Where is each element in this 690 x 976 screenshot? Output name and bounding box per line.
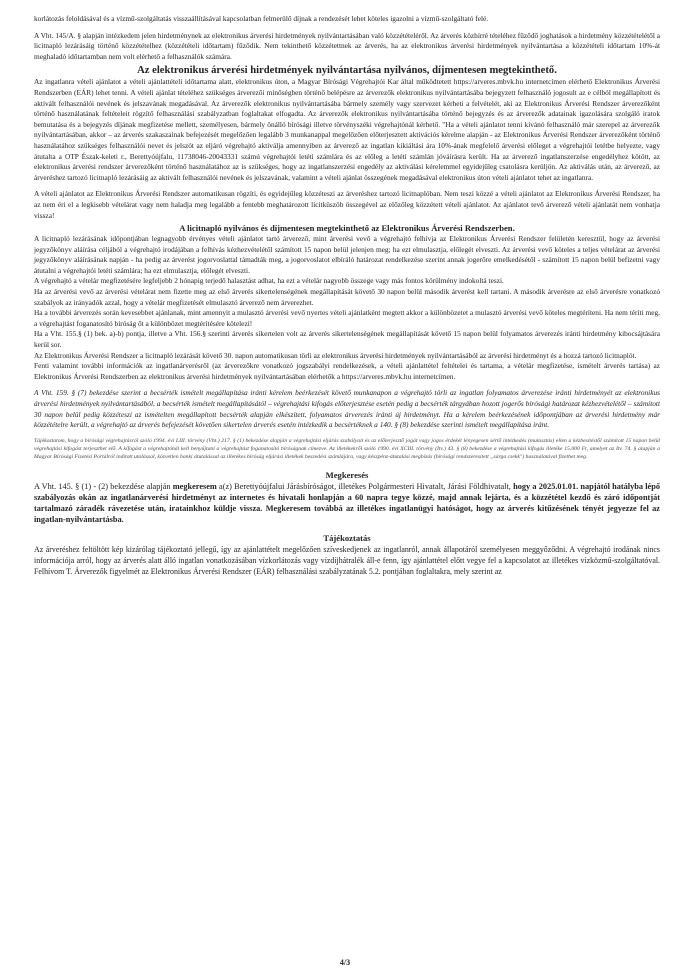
heading-bid-log-public: A licitnapló nyilvános és díjmentesen megtekinthető az Elektronikus Árverési Rendszerben. — [179, 223, 515, 234]
paragraph-second-auction: Ha az árverési vevő az árverési vételárat nem fizette meg az első árverés sikertelenségének megállapítását követő 30 napon belül második árverést kell tartani. A második árverésre az első árverésre vonatkozó szabályok az irányadók azzal, hogy a vételár megfizetését elmulasztó árverező nem árverezhet. — [34, 287, 660, 307]
paragraph-further-info: Fenti valamint további információk az ingatlanárverésről (az árverezőkre vonatkozó jogszabályi rendelkezések, a vételi ajánlattétel feltételei és tartama, a vételár megfizetése, ismételt árverés tartása) az Elektronikus Árverési Rendszerben az elektronikus árverési hirdetmények nyilvántartásában elérhetők a https://arveres.mbvk.hu internetcímen. — [34, 361, 660, 381]
request-text-start: A Vht. 145. § (1) - (2) bekezdése alapján — [34, 481, 173, 491]
page-number: 4/3 — [339, 958, 351, 967]
paragraph-bid-recording: A vételi ajánlatot az Elektronikus Árverési Rendszer automatikusan rögzíti, és egyidejűleg közzéteszi az árveréshez tartozó licitnaplóban. Nem teszi közzé a vételi ajánlatot az Elektronikus Árverési Rendszer, ha az nem éri el a legkisebb vételárat vagy nem haladja meg legalább a fentebb meghatározott licitküszöb összegével az előzőleg közzétett vételi ajánlatot. Az ajánlatot tevő árverező vételi ajánlatát nem vonhatja vissza! — [34, 189, 660, 220]
paragraph-information: Az árveréshez feltöltött kép kizárólag tájékoztató jellegű, így az ajánlattételt megelőzően szíveskedjenek az ingatlanról, annak állapotáról személyesen meggyőződni. A végrehajtó irodának nincs információja arról, hogy az árverés alatt álló ingatlan vonatkozásában vízkorlátozás vagy vízdíjhátralék áll-e fenn, így ajánlattétel előtt vegye fel a kapcsolatot az illetékes vízközmű-szolgáltatóval. Felhívom T. Árverezők figyelmét az Elektronikus Árverési Rendszer (EÁR) felhasználási szabályzatának 5.2. pontjában foglaltakra, mely szerint az — [34, 545, 660, 577]
heading-information: Tájékoztatás — [323, 533, 371, 544]
paragraph-revaluation: A Vht. 159. § (7) bekezdése szerint a becsérték ismételt megállapítása iránti kérelem beérkezését követő munkanapon a végrehajtó törli az ingatlan folyamatos árverezése iránti hirdetményét az elektronikus árverési hirdetmények nyilvántartásából, a becsérték ismételt megállapításától – végrehajtási kifogás előterjesztése esetén pedig a becsérték tárgyában hozott jogerős bírósági határozat kézhezvételétől – számított 30 napon belül pedig közzéteszi az ismételten megállapított becsérték alapján elkészített, folyamatos árverezés iránti új hirdetményt. Ha a kérelem beérkezésének időpontjában az árverési hirdetmény már közzétételre került, a végrehajtó az árverés befejezését követően sikertelen árverés esetén intézkedik a becsértéknek a 140. § (8) bekezdése szerinti ismételt megállapítása iránt. — [34, 388, 660, 430]
document-page — [34, 14, 660, 577]
paragraph-bidding-rules: Az ingatlanra vételi ajánlatot a vételi ajánlattételi időtartama alatt, elektronikus úton, a Magyar Bírósági Végrehajtói Kar által működtetett https://arveres.mbvk.hu internetcímen elérhető Elektronikus Árverési Rendszerben (EÁR) lehet tenni. A vételi ajánlat tételéhez szükséges árverezői minőségben történő belépésre az árverezők elektronikus nyilvántartásába bejegyzett felhasználó jogosult az e célból megállapított és aktivált felhasználói nevének és jelszavának megadásával. Az árverezők elektronikus nyilvántartásába bármely személy vagy szervezet kérheti a felvételét, aki az Elektronikus Árverési Rendszer árverezőként történő használatának feltételeit rögzítő felhasználási szabályzatban foglaltakat elfogadta. Az árverezők elektronikus nyilvántartásába történő bejegyzés és az árverezők adatainak igazolására szolgáló iratok bemutatása és a bejegyzés díjának megfizetése mellett, személyesen, bármely önálló bírósági illetve törvényszéki végrehajtónál kérhető. "Ha a vételi ajánlatot tenni kívánó felhasználó már szerepel az árverezők nyilvántartásában, akkor – az árverés szakaszainak befejezését megelőzően legalább 3 munkanappal megelőzően előterjesztett aktivációs kérelme alapján - az Elektronikus Árverési Rendszer árverezőként történő használatához szükséges felhasználói nevet és jelszót az eljáró végrehajtó aktiválja amennyiben az árverező az ingatlan kikiáltási ára 10%-ának megfelelő árverési előleget a végrehajtói letétbe helyezte, vagy átutalta a OTP Észak-keleti r., Berettyóújfalu, 11738046-20043331 számú végrehajtói letéti számlára és az előleg a letéti számlán jóváírásra került. Ha az árverező ingatlanszerzése engedélyhez kötött, az elektronikus árverési rendszer árverezőként történő használatához az is szükséges, hogy az ingatlanszerzési engedély az aktiválási kérelemmel egyidejűleg csatolásra kerüljön. Az aktiválás után, az árverező, az árveréshez tartozó licitnapló lezárásáig az aktivált felhasználói nevének és jelszavának, valamint a vételi ajánlat összegének megadásával elektronikus úton vételi ajánlatot tehet az ingatlanra. — [34, 77, 660, 182]
paragraph-request — [34, 481, 660, 526]
paragraph-difference-liability: Ha a további árverezés során kevesebbet ajánlanak, mint amennyit a mulasztó árverési vevő nyertes vételi ajánlatként megtett akkor a különbözetet a mulasztó árverési vevő köteles megtéríteni. Ha nem téríti meg, a végrehajtást foganatosító bíróság őt a különbözet megtérítésére kötelezi! — [34, 308, 660, 328]
request-text-bold-2: hogy a 2025.01.01. napjától hatályba lépő szabályozás okán az ingatlanárverési hirdetményt az internetes és hivatali honlapján a 60 napra tegye közzé, majd annak lejárta, és a közzététel kezdő és záró időpontját tartalmazó záradék rávezetése után, iratainkhoz küldje vissza. Megkeresem továbbá az illetékes ingatlanügyi hatóságot, hogy az árverés kitűzésének tényét jegyezze fel az ingatlan-nyilvántartásba. — [34, 481, 660, 525]
paragraph-water-restriction: korlátozás feloldásával és a vízmű-szolgáltatás visszaállításával kapcsolatban felmerülő díjnak a rendezését lehet köteles igazolni a vízmű-szolgáltató felé. — [34, 14, 489, 23]
paragraph-continuous-auction: Ha a Vht. 155.§ (1) bek. a)-b) pontja, illetve a Vht. 156.§ szerinti árverés sikertelen volt az árverés sikertelenségének megállapítását követő 15 napon belül folyamatos árverezés iránti hirdetmény kibocsájtására kerül sor. — [34, 329, 660, 350]
paragraph-auction-buyer: A licitnapló lezárásának időpontjában legnagyobb érvényes vételi ajánlatot tartó árverező, mint árverési vevő a végrehajtó felhívja az Elektronikus Árverési Rendszer felületén keresztül, hogy az árverési jegyzőkönyv aláírása céljából a végrehajtó irodájában a felhívás kézhezvételétől számított 15 napon belül jelenjen meg; ha ezt elmulasztja, előlegét elveszti. Az árverési vevő köteles a teljes vételárat az árverési jegyzőkönyv aláírásának napján - ha pedig az árverést jogorvoslattal támadták meg, a jogorvoslatot elbíráló határozat rendelkezése szerint annak jogerőre emelkedésétől - számított 15 napon belül befizetni vagy átutalni a végrehajtói letéti számlára; ha ezt elmulasztja, előlegét elveszti. — [34, 234, 660, 275]
paragraph-objection-notice: Tájékoztatom, hogy a bírósági végrehajtásról szóló 1994. évi LIII. törvény (Vht.) 217. § (1) bekezdése alapján a végrehajtási eljárás szabályait és az előterjesztő jogát vagy jogos érdekét lényegesen sértő intézkedés (mulasztás) ellen a kézbesítéstől számított 15 napon belül végrehajtási kifogást terjeszthet elő. A kifogást a végrehajtónál kell benyújtani a végrehajtást foganatosító bíróságnak címezve. Az illetékekről szóló 1990. évi XCIII. törvény (Itv.) 43. § (8) bekezdése a végrehajtási kifogás illetéke 15.000 Ft, amelyet az Itv. 74. § alapján a Magyar Bírósági Fizetési Portálról indított utalással, közvetlen banki átutalással az illetékes bíróság eljárási illetékek beszedési számlájára, vagy készpénz-átutalási megbízás (bírósági rendszeresített „sárga csekk") használatával fizethet meg. — [34, 437, 660, 461]
paragraph-publication: A Vht. 145/A. § alapján intézkedem jelen hirdetménynek az elektronikus árverési hirdetmények nyilvántartásában való közzétételéről. Az árverés közhírré tételéhez fűződő joghatások a hirdetmény közzétételétől a licitnapló lezárásáig történő közzétételhez (közzétételi időtartam) fűződik. Nem tekinthető közzétettnek az árverés, ha az elektronikus árverési hirdetmények nyilvántartása a közzétételi időtartam 10%-át meghaladó időtartamban nem volt elérhető a felhasználók számára. — [34, 30, 660, 61]
request-text-mid: a(z) Berettyóújfalui Járásbíróságot, illetékes Polgármesteri Hivatalt, Járási Földhivatalt, — [216, 481, 514, 491]
request-text-bold-1: megkeresem — [172, 481, 217, 491]
heading-registry-public: Az elektronikus árverési hirdetmények nyilvántartása nyilvános, díjmentesen megtekinthető. — [137, 65, 557, 77]
heading-request: Megkeresés — [325, 469, 369, 480]
paragraph-auto-deletion: Az Elektronikus Árverési Rendszer a licitnapló lezárását követő 30. napon automatikusan törli az elektronikus árverési hirdetmények nyilvántartásából az árverési hirdetményt és a hozzá tartozó licitnaplót. — [34, 350, 637, 360]
paragraph-payment-deferral: A végrehajtó a vételár megfizetésére legfeljebb 2 hónapig terjedő halasztást adhat, ha ezt a vételár nagyobb összege vagy más fontos körülmény indokoltá teszi. — [34, 276, 504, 286]
